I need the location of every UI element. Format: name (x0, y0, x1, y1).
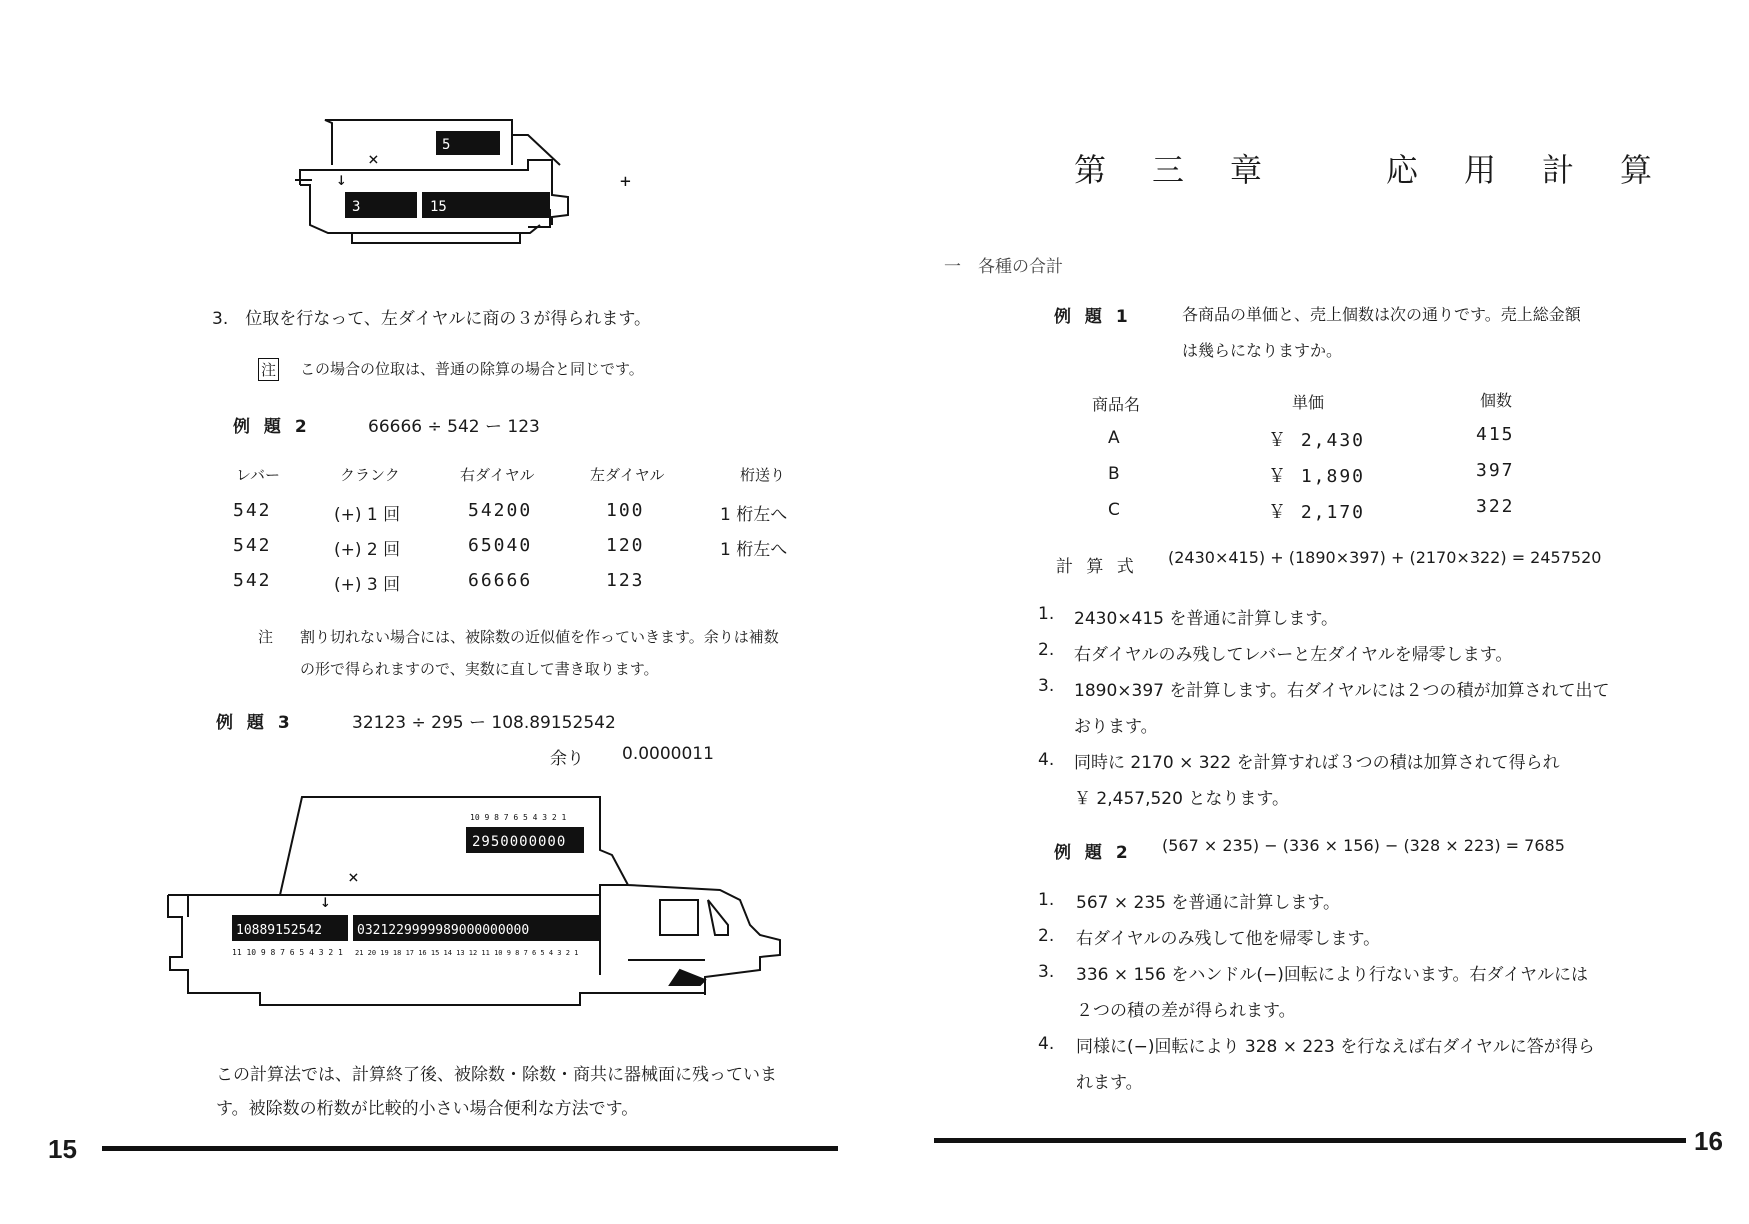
page-number-right: 16 (1694, 1126, 1723, 1156)
note-1-mark: 注 (258, 358, 279, 381)
table-header-lever: レバー (236, 466, 280, 484)
table-cell: 1 桁左へ (720, 505, 788, 525)
table-cell: 542 (233, 535, 272, 556)
step-text: おります。 (1074, 717, 1158, 737)
step-text: ￥ 2,457,520 となります。 (1074, 789, 1289, 809)
section-heading: 一 各種の合計 (944, 257, 1063, 277)
step-text: 同時に 2170 × 322 を計算すれば３つの積は加算されて得られ (1074, 753, 1560, 773)
fig1-right-dial-text: 15 (430, 199, 447, 215)
fig1-left-dial-text: 3 (352, 199, 361, 215)
fig2-right-dial-text: 0321229999989000000000 (357, 923, 530, 938)
table-cell: (+) 3 回 (334, 575, 401, 595)
price-cell: C (1108, 500, 1120, 520)
fig2-x-mark: × (348, 867, 359, 888)
closing-line-1: この計算法では、計算終了後、被除数・除数・商共に器械面に残っていま (216, 1065, 777, 1085)
step-text: 2430×415 を普通に計算します。 (1074, 609, 1338, 629)
fig2-top-scale: 10 9 8 7 6 5 4 3 2 1 (470, 813, 567, 822)
note-2-line-2: の形で得られますので、実数に直して書き取ります。 (300, 660, 659, 678)
step-text: 567 × 235 を普通に計算します。 (1076, 893, 1340, 913)
table-header-right-dial: 右ダイヤル (460, 466, 535, 484)
step-number: 1. (1038, 604, 1055, 624)
step-number: 3. (1038, 962, 1055, 982)
price-cell: B (1108, 464, 1120, 484)
price-cell: ￥ 2,430 (1268, 430, 1366, 451)
calc-formula-label: 計 算 式 (1056, 557, 1138, 577)
calc-formula: (2430×415) + (1890×397) + (2170×322) = 2457520 (1168, 548, 1602, 567)
step-text: 右ダイヤルのみ残して他を帰零します。 (1076, 929, 1381, 949)
step-number: 3. (1038, 676, 1055, 696)
table-header-crank: クランク (340, 466, 400, 484)
table-cell: 542 (233, 500, 272, 521)
price-cell: A (1108, 428, 1120, 448)
example-2-formula-right: (567 × 235) − (336 × 156) − (328 × 223) = 7685 (1162, 836, 1565, 855)
table-cell: 66666 (468, 570, 533, 591)
example-2-label-right: 例 題 2 (1054, 843, 1132, 863)
table-cell: (+) 2 回 (334, 540, 401, 560)
price-cell: ￥ 1,890 (1268, 466, 1366, 487)
fig2-arrow: ↓ (320, 891, 331, 912)
chapter-title: 第三章 応用計算 (1074, 151, 1699, 189)
table-cell: 1 桁左へ (720, 540, 788, 560)
table-cell: 54200 (468, 500, 533, 521)
step-3-text: 3. 位取を行なって、左ダイヤルに商の３が得られます。 (212, 309, 652, 329)
page-rule-left (102, 1146, 838, 1151)
calculator-figure-1 (290, 115, 650, 275)
fig2-top-dial-text: 2950000000 (472, 834, 567, 850)
price-cell: 322 (1476, 496, 1515, 517)
example-1-line-2: は幾らになりますか。 (1182, 341, 1343, 360)
step-text: 1890×397 を計算します。右ダイヤルには２つの積が加算されて出て (1074, 681, 1610, 701)
remainder-value: 0.0000011 (622, 744, 714, 764)
price-cell: 415 (1476, 424, 1515, 445)
example-3-formula: 32123 ÷ 295 ー 108.89152542 (352, 713, 616, 733)
table-cell: 542 (233, 570, 272, 591)
step-number: 2. (1038, 926, 1055, 946)
step-number: 4. (1038, 1034, 1055, 1054)
example-2-formula: 66666 ÷ 542 ー 123 (368, 417, 540, 437)
remainder-label: 余り (550, 749, 584, 769)
table-cell: 120 (606, 535, 645, 556)
table-cell: 65040 (468, 535, 533, 556)
table-cell: 123 (606, 570, 645, 591)
fig2-left-dial-text: 10889152542 (236, 923, 323, 938)
calculator-figure-2 (160, 795, 790, 1025)
step-text: ２つの積の差が得られます。 (1076, 1001, 1296, 1021)
step-text: れます。 (1076, 1073, 1143, 1093)
example-1-label: 例 題 1 (1054, 307, 1132, 327)
step-text: 336 × 156 をハンドル(−)回転により行ないます。右ダイヤルには (1076, 965, 1588, 985)
fig1-arrow: ↓ (336, 169, 347, 190)
note-2-line-1: 割り切れない場合には、被除数の近似値を作っていきます。余りは補数 (300, 628, 779, 646)
example-3-label: 例 題 3 (216, 713, 294, 733)
example-1-line-1: 各商品の単価と、売上個数は次の通りです。売上総金額 (1182, 305, 1581, 324)
closing-line-2: す。被除数の桁数が比較的小さい場合便利な方法です。 (216, 1099, 639, 1119)
fig2-right-scale: 21 20 19 18 17 16 15 14 13 12 11 10 9 8 7 6 5 4 3 2 1 (355, 949, 579, 957)
page-number-left: 15 (48, 1134, 77, 1164)
step-number: 2. (1038, 640, 1055, 660)
fig2-left-scale: 11 10 9 8 7 6 5 4 3 2 1 (232, 948, 343, 957)
step-number: 1. (1038, 890, 1055, 910)
table-cell: 100 (606, 500, 645, 521)
step-number: 4. (1038, 750, 1055, 770)
price-header-qty: 個数 (1480, 391, 1513, 410)
price-header-item: 商品名 (1092, 395, 1141, 414)
example-2-label: 例 題 2 (233, 417, 311, 437)
table-cell: (+) 1 回 (334, 505, 401, 525)
page-rule-right (934, 1138, 1686, 1143)
note-1-text: この場合の位取は、普通の除算の場合と同じです。 (300, 360, 644, 378)
table-header-carry: 桁送り (740, 466, 786, 484)
price-cell: ￥ 2,170 (1268, 502, 1366, 523)
price-header-unit: 単価 (1292, 393, 1325, 412)
table-header-left-dial: 左ダイヤル (590, 466, 665, 484)
step-text: 同様に(−)回転により 328 × 223 を行なえば右ダイヤルに答が得ら (1076, 1037, 1595, 1057)
step-text: 右ダイヤルのみ残してレバーと左ダイヤルを帰零します。 (1074, 645, 1513, 665)
note-2-mark: 注 (258, 628, 274, 646)
fig1-x-mark: × (368, 149, 379, 170)
price-cell: 397 (1476, 460, 1515, 481)
fig1-plus-mark: + (620, 171, 631, 192)
fig1-top-dial-text: 5 (442, 137, 451, 153)
